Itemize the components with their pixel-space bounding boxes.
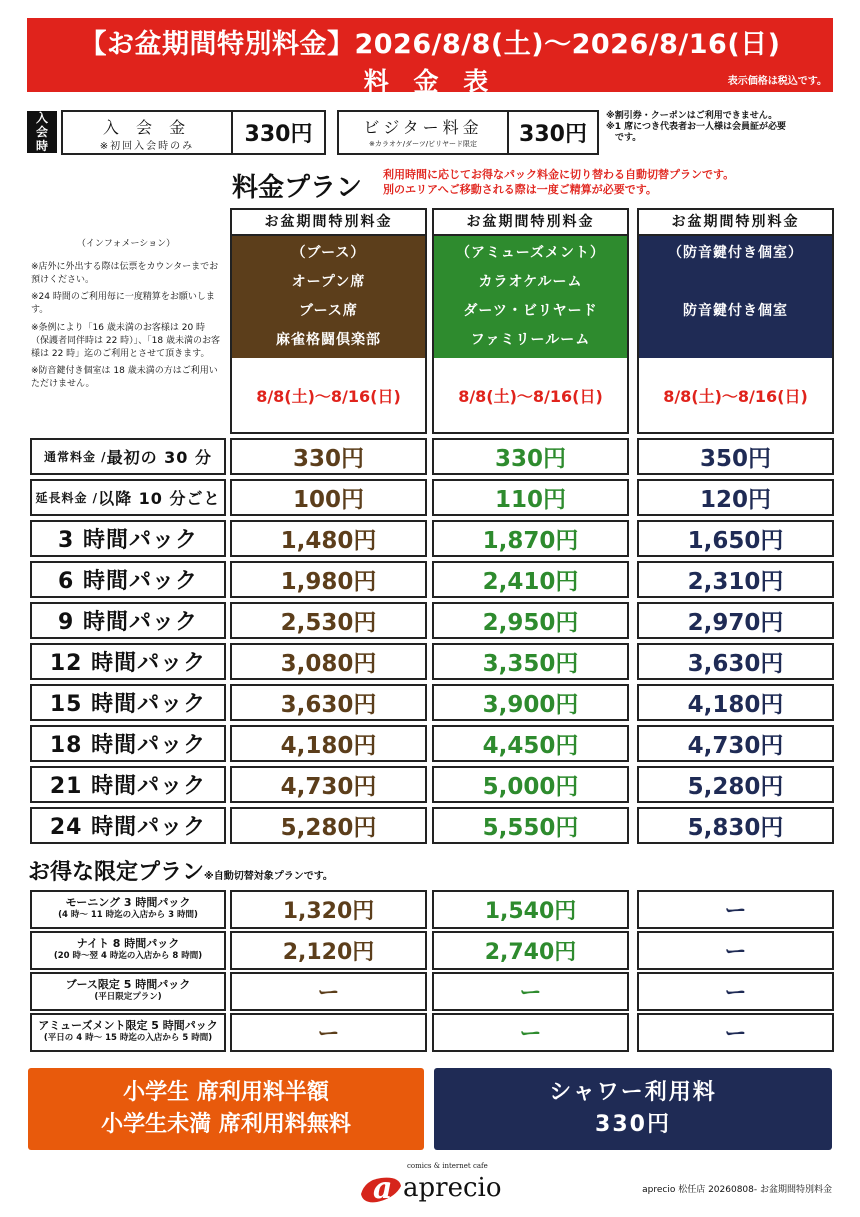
limited-label-main: アミューズメント限定 5 時間パック — [38, 1019, 218, 1032]
price-value: 5,550円 — [432, 807, 629, 844]
price-row — [30, 807, 830, 848]
shower-line: シャワー利用料 — [549, 1080, 717, 1105]
limited-row — [30, 890, 830, 931]
svg-text:a: a — [373, 1171, 393, 1206]
price-value: 330円 — [230, 438, 427, 475]
banner-subtitle: 料 金 表 — [363, 67, 497, 96]
limited-row — [30, 1013, 830, 1054]
limited-label — [30, 931, 226, 970]
limited-label — [30, 890, 226, 929]
info-item: ※店外に外出する際は伝票をカウンターまでお預けください。 — [31, 261, 219, 285]
limited-label-sub: (平日限定プラン) — [94, 992, 162, 1002]
limited-row — [30, 931, 830, 972]
limited-value: 2,120円 — [230, 931, 427, 970]
entry-notes — [606, 111, 831, 144]
price-label: 9 時間パック — [30, 602, 226, 639]
limited-label — [30, 972, 226, 1011]
limited-value: 1,320円 — [230, 890, 427, 929]
price-value: 1,650円 — [637, 520, 834, 557]
price-label: 6 時間パック — [30, 561, 226, 598]
plan-description — [383, 167, 734, 197]
column-dates: 8/8(土)〜8/16(日) — [256, 386, 401, 406]
header-banner — [27, 18, 833, 96]
column-line: ダーツ・ビリヤード — [463, 303, 598, 319]
price-value: 2,410円 — [432, 561, 629, 598]
limited-label — [30, 1013, 226, 1052]
price-label: 3 時間パック — [30, 520, 226, 557]
price-value: 120円 — [637, 479, 834, 516]
price-value: 3,630円 — [230, 684, 427, 721]
price-row — [30, 602, 830, 643]
price-row — [30, 766, 830, 807]
price-value: 3,080円 — [230, 643, 427, 680]
price-row — [30, 520, 830, 561]
column-head: お盆期間特別料金 — [232, 210, 425, 236]
footer-note: aprecio 松任店 20260808- お盆期間特別料金 — [642, 1185, 832, 1195]
column-booth — [230, 208, 427, 434]
price-value: 5,280円 — [230, 807, 427, 844]
tax-note: 表示価格は税込です。 — [727, 76, 827, 87]
limited-value: 2,740円 — [432, 931, 629, 970]
price-row — [30, 684, 830, 725]
information-notes — [31, 238, 221, 396]
price-value: 110円 — [432, 479, 629, 516]
promo-line: 小学生 席利用料半額 — [123, 1080, 329, 1105]
entry-fee-label: 入 会 金 — [102, 118, 192, 137]
column-private-room — [637, 208, 834, 434]
column-line: オープン席 — [291, 274, 366, 290]
limited-value: ー — [637, 972, 834, 1011]
promo-line: 小学生未満 席利用料無料 — [101, 1112, 351, 1137]
entry-fee-value: 330円 — [231, 112, 324, 153]
limited-label-main: ブース限定 5 時間パック — [65, 978, 191, 991]
column-panel — [232, 236, 425, 358]
price-label: 15 時間パック — [30, 684, 226, 721]
info-title: （インフォメーション） — [76, 239, 176, 249]
price-value: 2,310円 — [637, 561, 834, 598]
plan-desc-line: 別のエリアへご移動される際は一度ご精算が必要です。 — [383, 183, 657, 196]
limited-value: ー — [432, 1013, 629, 1052]
column-amusement — [432, 208, 629, 434]
limited-label-sub: (平日の 4 時〜 15 時迄の入店から 5 時間) — [43, 1033, 213, 1043]
price-label — [30, 479, 226, 516]
column-line: ファミリールーム — [470, 332, 591, 348]
logo-mark-icon — [355, 1158, 515, 1206]
entry-note: ※1 席につき代表者お一人様は会員証が必要 — [606, 122, 786, 132]
children-discount-box — [28, 1068, 424, 1150]
price-value: 5,830円 — [637, 807, 834, 844]
price-value: 2,530円 — [230, 602, 427, 639]
column-head: お盆期間特別料金 — [639, 210, 832, 236]
shower-line: 330円 — [595, 1112, 671, 1137]
price-value: 330円 — [432, 438, 629, 475]
column-dates: 8/8(土)〜8/16(日) — [663, 386, 808, 406]
column-panel — [639, 236, 832, 358]
limited-title-text: お得な限定プラン — [28, 860, 205, 885]
column-line: 麻雀格闘倶楽部 — [276, 332, 381, 348]
price-value: 1,980円 — [230, 561, 427, 598]
entry-side-label — [27, 111, 57, 153]
visitor-fee-sub: ※カラオケ/ダーツ/ビリヤード限定 — [368, 140, 478, 148]
price-label-prefix: 延長料金 / — [35, 491, 99, 505]
logo-name: aprecio — [403, 1173, 502, 1203]
visitor-fee-value: 330円 — [507, 112, 597, 153]
limited-label-sub: (4 時〜 11 時迄の入店から 3 時間) — [58, 910, 198, 920]
plan-desc-line: 利用時間に応じてお得なパック料金に切り替わる自動切替プランです。 — [383, 168, 735, 181]
plan-title: 料金プラン — [232, 173, 363, 203]
price-value: 4,180円 — [230, 725, 427, 762]
limited-label-sub: (20 時〜翌 4 時迄の入店から 8 時間) — [53, 951, 203, 961]
limited-value: ー — [637, 931, 834, 970]
limited-title-note: ※自動切替対象プランです。 — [204, 871, 333, 882]
column-head: お盆期間特別料金 — [434, 210, 627, 236]
banner-title: 【お盆期間特別料金】2026/8/8(土)〜2026/8/16(日) — [79, 29, 781, 60]
price-value: 2,950円 — [432, 602, 629, 639]
price-label — [30, 438, 226, 475]
price-value: 3,630円 — [637, 643, 834, 680]
entry-fee-sub: ※初回入会時のみ — [99, 141, 195, 152]
visitor-fee-box — [337, 110, 599, 155]
price-value: 5,000円 — [432, 766, 629, 803]
limited-value: ー — [230, 972, 427, 1011]
limited-label-main: モーニング 3 時間パック — [65, 896, 191, 909]
price-value: 3,900円 — [432, 684, 629, 721]
column-dates: 8/8(土)〜8/16(日) — [458, 386, 603, 406]
price-value: 350円 — [637, 438, 834, 475]
column-line — [639, 268, 832, 297]
price-label-main: 以降 10 分ごと — [98, 489, 221, 508]
price-row — [30, 438, 830, 479]
limited-value: ー — [432, 972, 629, 1011]
price-value: 4,180円 — [637, 684, 834, 721]
price-label: 12 時間パック — [30, 643, 226, 680]
price-row — [30, 561, 830, 602]
column-line: （ブース） — [291, 245, 366, 261]
column-line: 防音鍵付き個室 — [683, 303, 788, 319]
price-value: 4,730円 — [230, 766, 427, 803]
column-line: カラオケルーム — [478, 274, 583, 290]
shower-fee-box — [434, 1068, 832, 1150]
price-label: 21 時間パック — [30, 766, 226, 803]
price-value: 2,970円 — [637, 602, 834, 639]
column-line: ブース席 — [299, 303, 358, 319]
aprecio-logo — [355, 1158, 515, 1206]
info-item: ※条例により「16 歳未満のお客様は 20 時（保護者同伴時は 22 時）」、「18 歳未満のお客様は 22 時」迄のご利用とさせて頂きます。 — [31, 322, 220, 359]
price-value: 4,450円 — [432, 725, 629, 762]
price-row — [30, 725, 830, 766]
entry-side-text: 入会時 — [35, 111, 48, 153]
price-value: 3,350円 — [432, 643, 629, 680]
info-item: ※24 時間のご利用毎に一度精算をお願いします。 — [31, 292, 215, 316]
price-label-prefix: 通常料金 / — [44, 450, 107, 464]
price-value: 5,280円 — [637, 766, 834, 803]
limited-value: 1,540円 — [432, 890, 629, 929]
visitor-fee-label: ビジター料金 — [363, 118, 483, 137]
limited-label-main: ナイト 8 時間パック — [76, 937, 180, 950]
column-panel — [434, 236, 627, 358]
price-label: 24 時間パック — [30, 807, 226, 844]
price-value: 4,730円 — [637, 725, 834, 762]
price-row — [30, 643, 830, 684]
price-value: 100円 — [230, 479, 427, 516]
limited-value: ー — [637, 1013, 834, 1052]
entry-note: です。 — [606, 133, 642, 143]
limited-value: ー — [637, 890, 834, 929]
price-label: 18 時間パック — [30, 725, 226, 762]
price-value: 1,480円 — [230, 520, 427, 557]
price-label-main: 最初の 30 分 — [106, 448, 212, 467]
column-line: （防音鍵付き個室） — [668, 245, 803, 261]
column-line: （アミューズメント） — [455, 245, 606, 261]
logo-tagline: comics & internet cafe — [407, 1162, 488, 1170]
limited-plan-title — [28, 855, 333, 886]
limited-row — [30, 972, 830, 1013]
limited-value: ー — [230, 1013, 427, 1052]
info-item: ※防音鍵付き個室は 18 歳未満の方はご利用いただけません。 — [31, 366, 218, 390]
price-row — [30, 479, 830, 520]
price-value: 1,870円 — [432, 520, 629, 557]
entry-note: ※割引券・クーポンはご利用できません。 — [606, 111, 778, 121]
entry-fee-box — [61, 110, 326, 155]
